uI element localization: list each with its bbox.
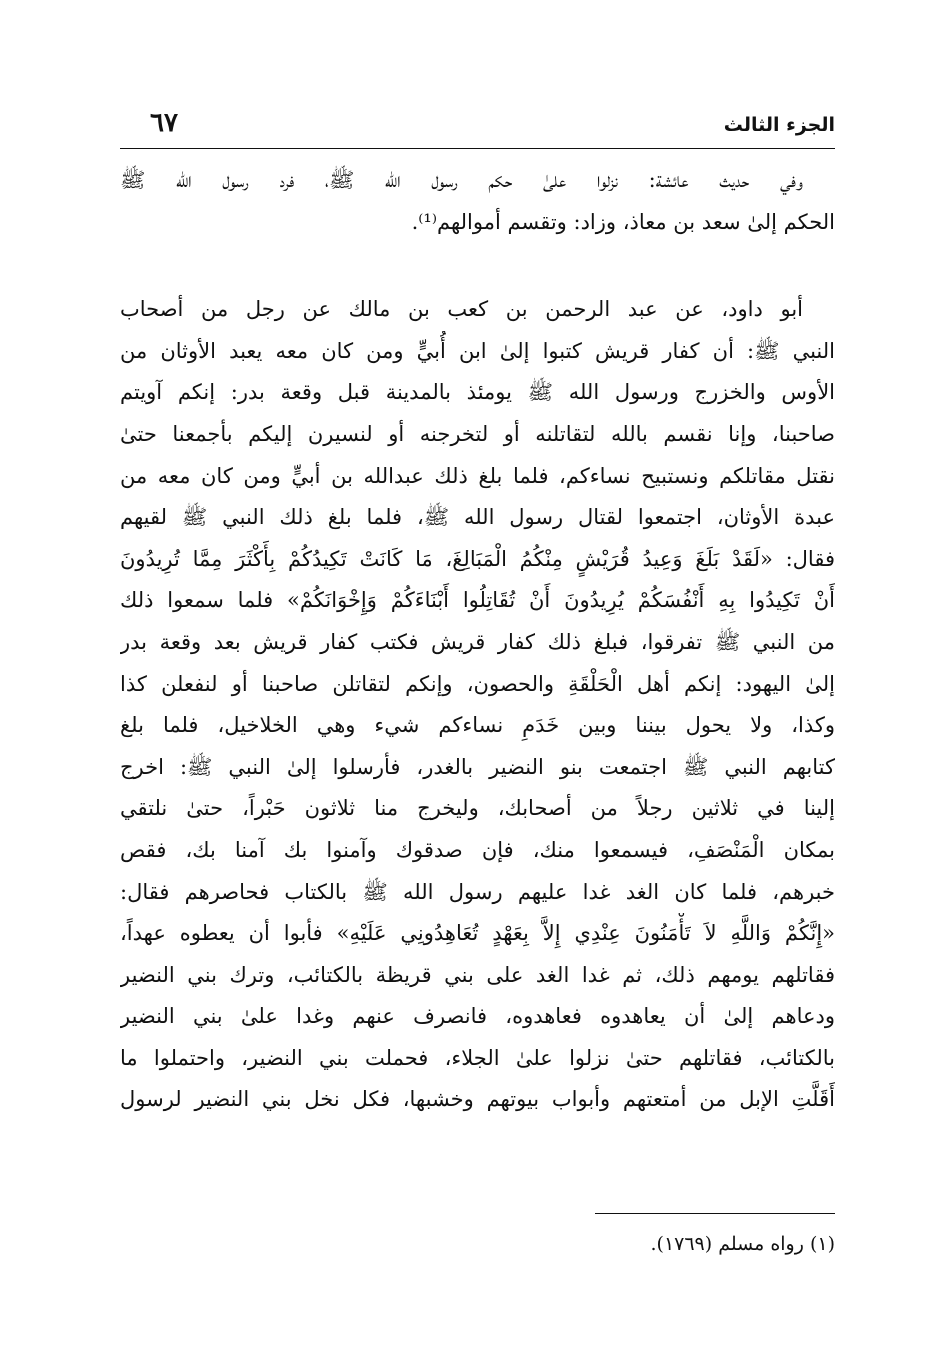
text-line: عبدة الأوثان، اجتمعوا لقتال رسول الله ﷺ، فلما بلغ ذلك النبي ﷺ لقيهم	[120, 505, 835, 530]
text-line: أَقَلَّتِ الإبل من أمتعتهم وأبواب بيوتهم وخشبها، فكل نخل بني النضير لرسول	[120, 1087, 835, 1112]
text-line: فقال: «لَقَدْ بَلَغَ وَعِيدُ قُرَيْشٍ مِنْكُمُ الْمَبَالِغَ، مَا كَانَتْ تَكِيدُكُمْ بِأَكْثَرَ مِمَّا تُرِيدُونَ	[120, 546, 835, 571]
text-line: خبرهم، فلما كان الغد غدا عليهم رسول الله ﷺ بالكتاب فحاصرهم فقال:	[120, 879, 835, 904]
header-rule	[120, 148, 835, 149]
text-line: ودعاهم إلىٰ أن يعاهدوه فعاهدوه، فانصرف عنهم وغدا علىٰ بني النضير	[120, 1004, 835, 1029]
text-line: صاحبنا، وإنا نقسم بالله لتقاتلنه أو لتخرجنه أو لنسيرن إليكم بأجمعنا حتىٰ	[120, 421, 835, 446]
text-line: أَنْ تَكِيدُوا بِهِ أَنْفُسَكُمْ يُرِيدُونَ أَنْ تُقَاتِلُوا أَبْنَاءَكُمْ وَإِخْوَانَكُمْ» فلما سمعوا ذلك	[120, 588, 835, 613]
text-line: وكذا، ولا يحول بيننا وبين خَدَمِ نساءكم شيء وهي الخلاخيل، فلما بلغ	[120, 713, 835, 738]
text-line: كتابهم النبي ﷺ اجتمعت بنو النضير بالغدر، فأرسلوا إلىٰ النبي ﷺ: اخرج	[120, 754, 835, 779]
text-line: إلينا في ثلاثين رجلاً من أصحابك، وليخرج منا ثلاثون حَبْراً، حتىٰ نلتقي	[120, 796, 835, 821]
running-title: الجزء الثالث	[723, 114, 835, 136]
page-header	[120, 108, 835, 144]
text-line: الأوس والخزرج ورسول الله ﷺ يومئذ بالمدينة قبل وقعة بدر: إنكم آويتم	[120, 380, 835, 405]
text-line: فقاتلهم يومهم ذلك، ثم غدا الغد على بني قريظة بالكتائب، وترك بني النضير	[120, 962, 835, 987]
paragraph-gap	[120, 243, 835, 289]
body-text	[120, 160, 835, 1121]
text-line: إلىٰ اليهود: إنكم أهل الْحَلْقَةِ والحصون، وإنكم لتقاتلن صاحبنا أو لنفعلن كذا	[120, 671, 835, 696]
text-line: من النبي ﷺ تفرقوا، فبلغ ذلك كفار قريش فكتب كفار قريش بعد وقعة بدر	[120, 629, 835, 654]
footnote-rule	[595, 1213, 835, 1214]
text-line: بمكان الْمَنْصَفِ، فيسمعوا منك، فإن صدقوك وآمنوا بك آمنا بك، فقص	[120, 837, 835, 862]
page-number: ٦٧	[150, 108, 178, 138]
text-line: بالكتائب، فقاتلهم حتىٰ نزلوا علىٰ الجلاء، فحملت بني النضير، واحتملوا ما	[120, 1045, 835, 1070]
text-line: وفي حديث عائشة: نزلوا علىٰ حكم رسول الله ﷺ، فرد رسول الله ﷺ	[120, 168, 803, 192]
text-line: الحكم إلىٰ سعد بن معاذ، وزاد: وتقسم أموالهم⁽¹⁾.	[411, 209, 835, 234]
paragraph-abu-dawud	[120, 289, 835, 1121]
text-line: نقتل مقاتلكم ونستبيح نساءكم، فلما بلغ ذلك عبدالله بن أبيٍّ ومن كان معه من	[120, 463, 835, 488]
footnote: (١) رواه مسلم (١٧٦٩).	[650, 1233, 835, 1255]
text-line: «إِنَّكُمْ وَاللَّهِ لاَ تَأْمَنُونَ عِنْدِي إِلاَّ بِعَهْدٍ تُعَاهِدُونِي عَلَيْهِ» فأبوا أن يعطوه عهداً،	[120, 921, 835, 946]
text-line: أبو داود، عن عبد الرحمن بن كعب بن مالك عن رجل من أصحاب	[120, 297, 803, 322]
text-line: النبي ﷺ: أن كفار قريش كتبوا إلىٰ ابن أُبيٍّ ومن كان معه يعبد الأوثان من	[120, 338, 835, 363]
paragraph-aisha	[120, 160, 835, 243]
